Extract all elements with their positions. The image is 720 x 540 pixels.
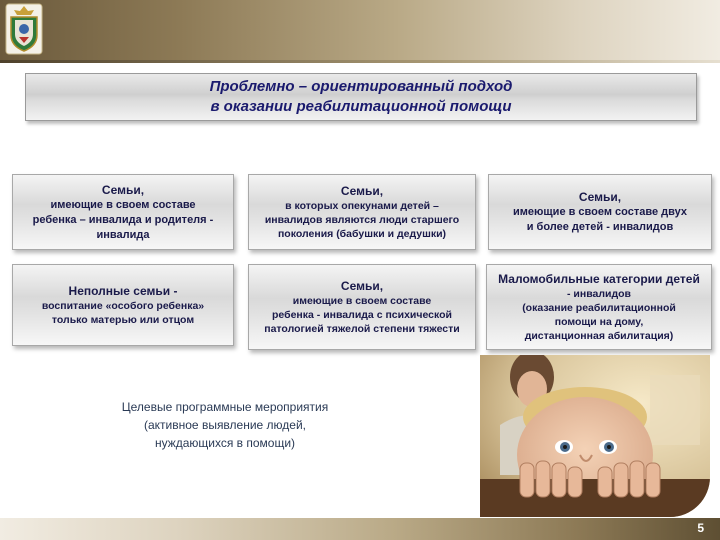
card-text: патологией тяжелой степени тяжести <box>264 323 460 335</box>
title-banner <box>25 73 697 121</box>
card-text: и более детей - инвалидов <box>526 221 674 233</box>
title-line-1: Проблемно – ориентированный подход <box>209 78 513 95</box>
card-text: - инвалидов <box>566 288 632 300</box>
card-text: имеющие в своем составе <box>292 295 432 307</box>
card-title: Маломобильные категории детей <box>498 272 700 286</box>
card-single-parent-families <box>12 264 234 346</box>
target-measures-line: нуждающихся в помощи) <box>154 436 296 450</box>
card-text: в которых опекунами детей – <box>285 200 439 212</box>
card-text: поколения (бабушки и дедушки) <box>277 228 447 240</box>
card-text: помощи на дому, <box>554 316 644 328</box>
card-text: инвалидов являются люди старшего <box>264 214 460 226</box>
header-divider <box>0 60 720 63</box>
card-families-parent-disabled <box>12 174 234 250</box>
target-measures-line: (активное выявление людей, <box>144 418 306 432</box>
card-title: Неполные семьи - <box>68 284 178 298</box>
footer-bar <box>0 518 720 540</box>
card-text: ребенка - инвалида с психической <box>271 309 453 321</box>
title-line-2: в оказании реабилитационной помощи <box>210 98 512 115</box>
header-bar <box>0 0 720 62</box>
card-title: Семьи, <box>578 190 622 204</box>
card-text: имеющие в своем составе <box>50 198 196 211</box>
card-text: ребенка – инвалида и родителя - <box>32 213 214 226</box>
target-measures-line: Целевые программные мероприятия <box>121 400 329 414</box>
card-text: только матерью или отцом <box>51 314 195 326</box>
page-number: 5 <box>697 521 704 535</box>
card-families-two-children <box>488 174 712 250</box>
coat-of-arms-icon <box>4 2 44 56</box>
card-title: Семьи, <box>340 184 384 198</box>
target-measures-text <box>95 398 355 452</box>
card-text: дистанционная абилитация) <box>524 330 674 342</box>
card-text: воспитание «особого ребенка» <box>41 300 205 312</box>
card-text: имеющие в своем составе двух <box>512 206 687 218</box>
card-text: (оказание реабилитационной <box>522 302 676 314</box>
card-families-elderly-guardians <box>248 174 476 250</box>
card-families-mental-pathology <box>248 264 476 350</box>
card-text: инвалида <box>96 228 150 241</box>
card-title: Семьи, <box>340 279 384 293</box>
card-title: Семьи, <box>101 182 145 197</box>
card-low-mobility-children <box>486 264 712 350</box>
child-photo <box>480 355 710 517</box>
